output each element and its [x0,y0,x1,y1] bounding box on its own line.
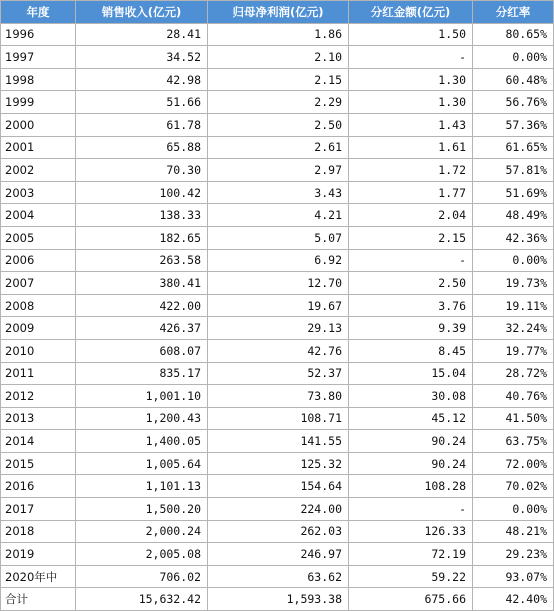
table-row [1,475,554,498]
table-body [1,23,554,610]
cell-payout-ratio: 80.65% [473,23,554,46]
cell-year: 2016 [1,475,76,498]
cell-year: 1996 [1,23,76,46]
cell-revenue: 70.30 [76,159,208,182]
cell-payout-ratio: 93.07% [473,565,554,588]
cell-payout-ratio: 48.21% [473,520,554,543]
cell-year: 2010 [1,339,76,362]
table-row [1,46,554,69]
table-row [1,565,554,588]
cell-payout-ratio: 72.00% [473,452,554,475]
cell-dividend-amount: 108.28 [349,475,473,498]
table-row [1,136,554,159]
table-row [1,204,554,227]
table-row [1,181,554,204]
cell-net-profit: 4.21 [208,204,349,227]
cell-revenue: 1,005.64 [76,452,208,475]
cell-net-profit: 2.29 [208,91,349,114]
cell-net-profit: 5.07 [208,226,349,249]
cell-year: 1998 [1,68,76,91]
cell-revenue: 1,400.05 [76,430,208,453]
cell-year: 2009 [1,317,76,340]
cell-payout-ratio: 56.76% [473,91,554,114]
cell-payout-ratio: 57.81% [473,159,554,182]
cell-year: 2019 [1,543,76,566]
cell-year: 2004 [1,204,76,227]
cell-revenue: 608.07 [76,339,208,362]
cell-dividend-amount: 90.24 [349,430,473,453]
cell-payout-ratio: 0.00% [473,498,554,521]
cell-dividend-amount: 1.30 [349,91,473,114]
cell-net-profit: 12.70 [208,272,349,295]
cell-revenue: 1,200.43 [76,407,208,430]
cell-net-profit: 1.86 [208,23,349,46]
cell-year: 2020年中 [1,565,76,588]
cell-dividend-amount: 1.50 [349,23,473,46]
cell-dividend-amount: 30.08 [349,385,473,408]
table-row [1,113,554,136]
table-row [1,272,554,295]
cell-revenue: 65.88 [76,136,208,159]
cell-payout-ratio: 70.02% [473,475,554,498]
cell-dividend-amount: 675.66 [349,588,473,611]
table-row [1,249,554,272]
cell-revenue: 15,632.42 [76,588,208,611]
header-year: 年度 [1,1,76,24]
cell-revenue: 422.00 [76,294,208,317]
cell-year: 2013 [1,407,76,430]
header-net-profit: 归母净利润(亿元) [208,1,349,24]
cell-revenue: 42.98 [76,68,208,91]
cell-net-profit: 52.37 [208,362,349,385]
cell-revenue: 706.02 [76,565,208,588]
cell-payout-ratio: 0.00% [473,249,554,272]
cell-revenue: 51.66 [76,91,208,114]
cell-dividend-amount: 126.33 [349,520,473,543]
cell-dividend-amount: 15.04 [349,362,473,385]
cell-year: 合计 [1,588,76,611]
cell-year: 2008 [1,294,76,317]
cell-net-profit: 73.80 [208,385,349,408]
cell-payout-ratio: 42.36% [473,226,554,249]
cell-net-profit: 2.97 [208,159,349,182]
header-revenue: 销售收入(亿元) [76,1,208,24]
cell-payout-ratio: 61.65% [473,136,554,159]
cell-dividend-amount: 9.39 [349,317,473,340]
table-row [1,317,554,340]
cell-year: 2002 [1,159,76,182]
cell-payout-ratio: 41.50% [473,407,554,430]
cell-revenue: 34.52 [76,46,208,69]
table-header [1,1,554,24]
cell-year: 1997 [1,46,76,69]
table-row [1,430,554,453]
cell-payout-ratio: 57.36% [473,113,554,136]
cell-net-profit: 224.00 [208,498,349,521]
cell-net-profit: 108.71 [208,407,349,430]
cell-dividend-amount: 1.43 [349,113,473,136]
cell-year: 2015 [1,452,76,475]
cell-net-profit: 2.15 [208,68,349,91]
cell-dividend-amount: 1.72 [349,159,473,182]
cell-revenue: 263.58 [76,249,208,272]
cell-revenue: 100.42 [76,181,208,204]
table-row [1,452,554,475]
cell-year: 2006 [1,249,76,272]
cell-payout-ratio: 28.72% [473,362,554,385]
cell-net-profit: 6.92 [208,249,349,272]
total-row [1,588,554,611]
cell-revenue: 182.65 [76,226,208,249]
cell-dividend-amount: 45.12 [349,407,473,430]
cell-payout-ratio: 42.40% [473,588,554,611]
header-row [1,1,554,24]
cell-dividend-amount: 1.77 [349,181,473,204]
cell-dividend-amount: 72.19 [349,543,473,566]
cell-net-profit: 246.97 [208,543,349,566]
cell-year: 2018 [1,520,76,543]
cell-revenue: 138.33 [76,204,208,227]
cell-net-profit: 262.03 [208,520,349,543]
cell-revenue: 1,001.10 [76,385,208,408]
cell-payout-ratio: 40.76% [473,385,554,408]
cell-revenue: 835.17 [76,362,208,385]
cell-dividend-amount: 1.30 [349,68,473,91]
cell-dividend-amount: 2.04 [349,204,473,227]
cell-revenue: 426.37 [76,317,208,340]
cell-dividend-amount: 2.15 [349,226,473,249]
cell-dividend-amount: 59.22 [349,565,473,588]
table-row [1,294,554,317]
cell-revenue: 380.41 [76,272,208,295]
cell-payout-ratio: 63.75% [473,430,554,453]
cell-revenue: 1,101.13 [76,475,208,498]
cell-year: 2001 [1,136,76,159]
cell-year: 2003 [1,181,76,204]
table-row [1,543,554,566]
cell-year: 2014 [1,430,76,453]
table-row [1,91,554,114]
cell-dividend-amount: - [349,46,473,69]
cell-dividend-amount: 8.45 [349,339,473,362]
table-row [1,339,554,362]
cell-revenue: 28.41 [76,23,208,46]
cell-year: 2005 [1,226,76,249]
cell-dividend-amount: 3.76 [349,294,473,317]
table-row [1,226,554,249]
header-payout-ratio: 分红率 [473,1,554,24]
cell-year: 2011 [1,362,76,385]
cell-net-profit: 2.10 [208,46,349,69]
cell-net-profit: 63.62 [208,565,349,588]
cell-net-profit: 154.64 [208,475,349,498]
table-row [1,385,554,408]
table-row [1,159,554,182]
table-row [1,68,554,91]
cell-net-profit: 125.32 [208,452,349,475]
cell-net-profit: 42.76 [208,339,349,362]
cell-revenue: 61.78 [76,113,208,136]
table-row [1,362,554,385]
cell-year: 2007 [1,272,76,295]
table-row [1,520,554,543]
cell-payout-ratio: 51.69% [473,181,554,204]
table-row [1,498,554,521]
cell-year: 2000 [1,113,76,136]
cell-year: 2012 [1,385,76,408]
cell-revenue: 2,000.24 [76,520,208,543]
cell-dividend-amount: - [349,249,473,272]
cell-payout-ratio: 48.49% [473,204,554,227]
cell-dividend-amount: 1.61 [349,136,473,159]
cell-dividend-amount: 90.24 [349,452,473,475]
cell-net-profit: 141.55 [208,430,349,453]
cell-payout-ratio: 60.48% [473,68,554,91]
cell-year: 2017 [1,498,76,521]
cell-revenue: 1,500.20 [76,498,208,521]
cell-payout-ratio: 19.77% [473,339,554,362]
cell-payout-ratio: 32.24% [473,317,554,340]
cell-payout-ratio: 29.23% [473,543,554,566]
table-row [1,407,554,430]
cell-net-profit: 1,593.38 [208,588,349,611]
cell-payout-ratio: 19.11% [473,294,554,317]
header-dividend-amount: 分红金额(亿元) [349,1,473,24]
cell-net-profit: 3.43 [208,181,349,204]
cell-net-profit: 29.13 [208,317,349,340]
cell-net-profit: 19.67 [208,294,349,317]
cell-net-profit: 2.61 [208,136,349,159]
cell-net-profit: 2.50 [208,113,349,136]
cell-payout-ratio: 19.73% [473,272,554,295]
cell-dividend-amount: 2.50 [349,272,473,295]
cell-dividend-amount: - [349,498,473,521]
cell-revenue: 2,005.08 [76,543,208,566]
table-row [1,23,554,46]
cell-year: 1999 [1,91,76,114]
cell-payout-ratio: 0.00% [473,46,554,69]
